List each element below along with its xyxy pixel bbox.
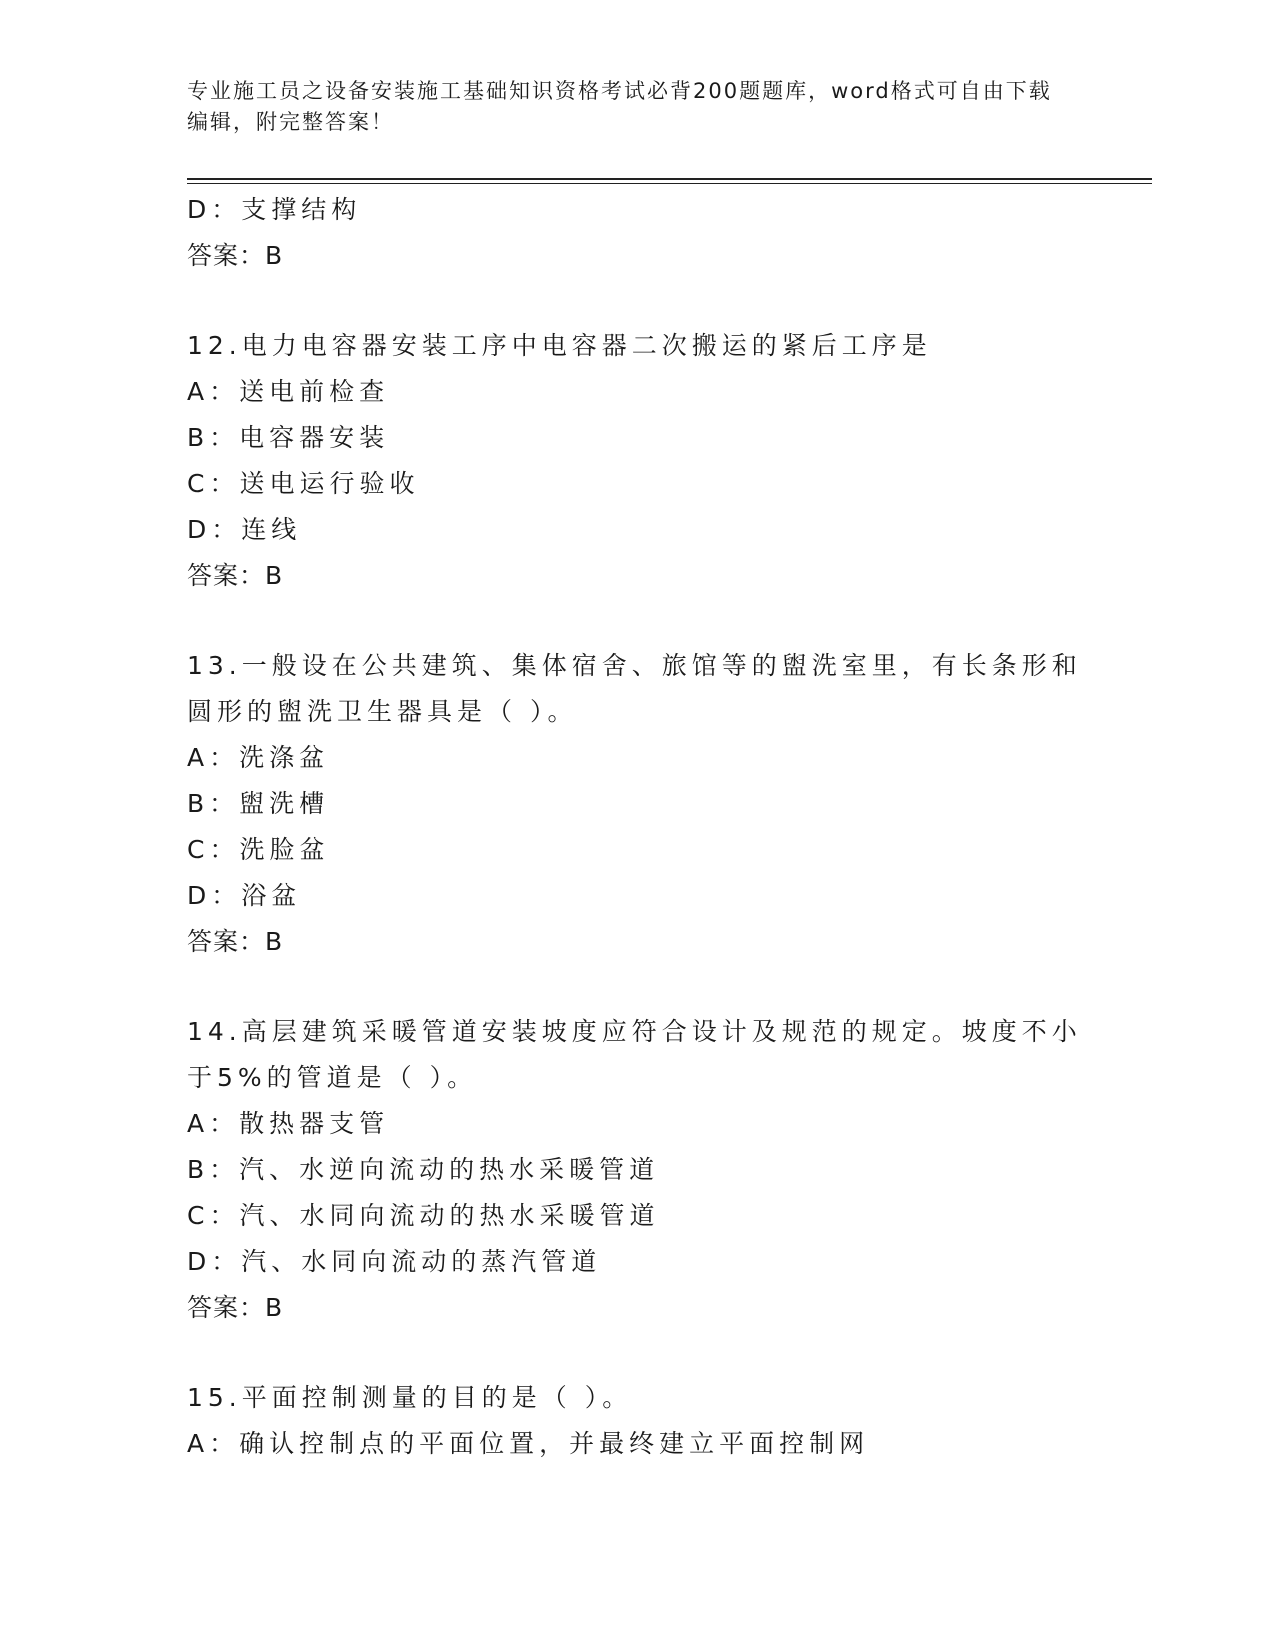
question-block-14 <box>187 1009 1087 1331</box>
answer: 答案：B <box>187 241 284 270</box>
option-a: A：送电前检查 <box>187 377 390 406</box>
option-b: B：盥洗槽 <box>187 789 330 818</box>
question-stem: 15.平面控制测量的目的是（ ）。 <box>187 1383 633 1412</box>
option-a: A：散热器支管 <box>187 1109 390 1138</box>
option-d: D：支撑结构 <box>187 195 362 224</box>
answer: 答案：B <box>187 561 284 590</box>
option-d: D：连线 <box>187 515 302 544</box>
question-stem: 14.高层建筑采暖管道安装坡度应符合设计及规范的规定。坡度不小于5%的管道是（ ）。 <box>187 1017 1082 1092</box>
option-b: B：电容器安装 <box>187 423 390 452</box>
option-b: B：汽、水逆向流动的热水采暖管道 <box>187 1155 660 1184</box>
option-d: D：汽、水同向流动的蒸汽管道 <box>187 1247 602 1276</box>
document-header: 专业施工员之设备安装施工基础知识资格考试必背200题题库，word格式可自由下载编辑，附完整答案！ <box>187 79 1052 134</box>
document-body <box>187 187 1087 1467</box>
option-a: A：洗涤盆 <box>187 743 330 772</box>
question-block-15 <box>187 1375 1087 1467</box>
answer: 答案：B <box>187 1293 284 1322</box>
question-block-12 <box>187 323 1087 599</box>
question-block-13 <box>187 643 1087 965</box>
question-block-11 <box>187 187 1087 279</box>
option-d: D：浴盆 <box>187 881 302 910</box>
header-rule-thin <box>187 183 1152 184</box>
question-stem: 12.电力电容器安装工序中电容器二次搬运的紧后工序是 <box>187 331 932 360</box>
question-stem: 13.一般设在公共建筑、集体宿舍、旅馆等的盥洗室里，有长条形和圆形的盥洗卫生器具是（ ）。 <box>187 651 1082 726</box>
option-c: C：送电运行验收 <box>187 469 420 498</box>
option-c: C：汽、水同向流动的热水采暖管道 <box>187 1201 660 1230</box>
option-c: C：洗脸盆 <box>187 835 330 864</box>
option-a: A：确认控制点的平面位置，并最终建立平面控制网 <box>187 1429 870 1458</box>
header-rule-thick <box>187 178 1152 180</box>
answer: 答案：B <box>187 927 284 956</box>
